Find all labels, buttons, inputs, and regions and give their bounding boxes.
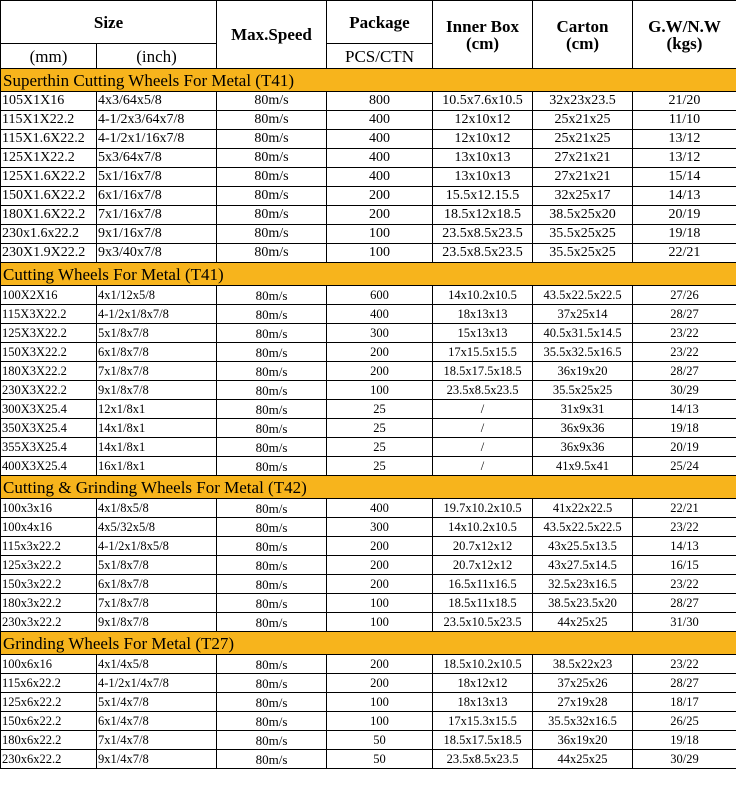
cell-package: 200 bbox=[327, 537, 433, 556]
table-row bbox=[1, 594, 736, 613]
cell-carton: 35.5x32x16.5 bbox=[533, 712, 633, 731]
section-title: Cutting & Grinding Wheels For Metal (T42) bbox=[1, 476, 736, 499]
cell-inner-box: 14x10.2x10.5 bbox=[433, 518, 533, 537]
inner-box-header bbox=[433, 1, 533, 69]
cell-size-inch: 4x3/64x5/8 bbox=[97, 92, 217, 111]
cell-size-mm: 230x3x22.2 bbox=[1, 613, 97, 632]
cell-size-mm: 100x6x16 bbox=[1, 655, 97, 674]
cell-max-speed: 80m/s bbox=[217, 750, 327, 769]
cell-inner-box: / bbox=[433, 438, 533, 457]
cell-carton: 35.5x32.5x16.5 bbox=[533, 343, 633, 362]
cell-carton: 27x19x28 bbox=[533, 693, 633, 712]
cell-size-mm: 125x6x22.2 bbox=[1, 693, 97, 712]
cell-size-inch: 9x1/8x7/8 bbox=[97, 381, 217, 400]
carton-header bbox=[533, 1, 633, 69]
cell-inner-box: 18x12x12 bbox=[433, 674, 533, 693]
cell-size-inch: 9x3/40x7/8 bbox=[97, 244, 217, 263]
cell-carton: 41x22x22.5 bbox=[533, 499, 633, 518]
cell-inner-box: 14x10.2x10.5 bbox=[433, 286, 533, 305]
cell-size-mm: 180x6x22.2 bbox=[1, 731, 97, 750]
cell-inner-box: 18.5x17.5x18.5 bbox=[433, 731, 533, 750]
cell-size-inch: 6x1/8x7/8 bbox=[97, 575, 217, 594]
table-row bbox=[1, 537, 736, 556]
cell-size-mm: 350X3X25.4 bbox=[1, 419, 97, 438]
cell-package: 200 bbox=[327, 343, 433, 362]
cell-size-inch: 14x1/8x1 bbox=[97, 438, 217, 457]
cell-weight: 23/22 bbox=[633, 655, 736, 674]
section-header bbox=[1, 476, 736, 499]
cell-package: 25 bbox=[327, 457, 433, 476]
table-row bbox=[1, 111, 736, 130]
cell-inner-box: / bbox=[433, 400, 533, 419]
cell-max-speed: 80m/s bbox=[217, 655, 327, 674]
cell-weight: 28/27 bbox=[633, 305, 736, 324]
header-row-main bbox=[1, 1, 736, 44]
cell-package: 300 bbox=[327, 518, 433, 537]
cell-size-mm: 230x6x22.2 bbox=[1, 750, 97, 769]
cell-size-mm: 100x3x16 bbox=[1, 499, 97, 518]
table-row bbox=[1, 362, 736, 381]
weight-header bbox=[633, 1, 736, 69]
cell-inner-box: 18.5x11x18.5 bbox=[433, 594, 533, 613]
table-row bbox=[1, 457, 736, 476]
cell-max-speed: 80m/s bbox=[217, 324, 327, 343]
cell-weight: 27/26 bbox=[633, 286, 736, 305]
cell-weight: 25/24 bbox=[633, 457, 736, 476]
cell-package: 200 bbox=[327, 187, 433, 206]
cell-max-speed: 80m/s bbox=[217, 206, 327, 225]
cell-weight: 11/10 bbox=[633, 111, 736, 130]
package-header: Package bbox=[327, 1, 433, 44]
cell-size-mm: 150x6x22.2 bbox=[1, 712, 97, 731]
cell-size-inch: 7x1/16x7/8 bbox=[97, 206, 217, 225]
cell-size-mm: 125x3x22.2 bbox=[1, 556, 97, 575]
table-row bbox=[1, 731, 736, 750]
cell-weight: 26/25 bbox=[633, 712, 736, 731]
cell-weight: 31/30 bbox=[633, 613, 736, 632]
cell-max-speed: 80m/s bbox=[217, 438, 327, 457]
cell-carton: 44x25x25 bbox=[533, 750, 633, 769]
cell-weight: 23/22 bbox=[633, 324, 736, 343]
cell-weight: 21/20 bbox=[633, 92, 736, 111]
cell-inner-box: 16.5x11x16.5 bbox=[433, 575, 533, 594]
size-header: Size bbox=[1, 1, 217, 44]
table-row bbox=[1, 381, 736, 400]
cell-size-mm: 125X1X22.2 bbox=[1, 149, 97, 168]
table-row bbox=[1, 655, 736, 674]
cell-max-speed: 80m/s bbox=[217, 613, 327, 632]
table-row bbox=[1, 712, 736, 731]
section-header bbox=[1, 632, 736, 655]
cell-package: 200 bbox=[327, 556, 433, 575]
cell-inner-box: 20.7x12x12 bbox=[433, 537, 533, 556]
cell-inner-box: 17x15.3x15.5 bbox=[433, 712, 533, 731]
cell-inner-box: 23.5x8.5x23.5 bbox=[433, 750, 533, 769]
pcs-ctn-header: PCS/CTN bbox=[327, 44, 433, 69]
cell-weight: 13/12 bbox=[633, 149, 736, 168]
cell-weight: 14/13 bbox=[633, 400, 736, 419]
table-row bbox=[1, 613, 736, 632]
cell-package: 25 bbox=[327, 400, 433, 419]
cell-weight: 28/27 bbox=[633, 594, 736, 613]
cell-carton: 36x9x36 bbox=[533, 438, 633, 457]
section-title: Grinding Wheels For Metal (T27) bbox=[1, 632, 736, 655]
table-row bbox=[1, 750, 736, 769]
cell-max-speed: 80m/s bbox=[217, 731, 327, 750]
carton-label: Carton bbox=[556, 16, 609, 36]
cell-weight: 30/29 bbox=[633, 381, 736, 400]
cell-size-inch: 4x5/32x5/8 bbox=[97, 518, 217, 537]
cell-inner-box: 23.5x8.5x23.5 bbox=[433, 244, 533, 263]
cell-size-inch: 7x1/4x7/8 bbox=[97, 731, 217, 750]
cell-size-inch: 4-1/2x1/8x7/8 bbox=[97, 305, 217, 324]
cell-max-speed: 80m/s bbox=[217, 575, 327, 594]
cell-carton: 36x9x36 bbox=[533, 419, 633, 438]
cell-weight: 23/22 bbox=[633, 343, 736, 362]
cell-package: 100 bbox=[327, 712, 433, 731]
weight-label: G.W/N.W bbox=[648, 16, 721, 36]
table-row bbox=[1, 518, 736, 537]
cell-weight: 28/27 bbox=[633, 674, 736, 693]
cell-package: 200 bbox=[327, 655, 433, 674]
cell-carton: 32x23x23.5 bbox=[533, 92, 633, 111]
table-row bbox=[1, 400, 736, 419]
cell-size-inch: 7x1/8x7/8 bbox=[97, 594, 217, 613]
cell-inner-box: 15x13x13 bbox=[433, 324, 533, 343]
table-row bbox=[1, 149, 736, 168]
cell-max-speed: 80m/s bbox=[217, 400, 327, 419]
cell-size-inch: 4-1/2x1/16x7/8 bbox=[97, 130, 217, 149]
table-row bbox=[1, 130, 736, 149]
cell-size-inch: 4-1/2x3/64x7/8 bbox=[97, 111, 217, 130]
cell-size-inch: 9x1/4x7/8 bbox=[97, 750, 217, 769]
cell-size-mm: 115X1.6X22.2 bbox=[1, 130, 97, 149]
cell-package: 100 bbox=[327, 613, 433, 632]
cell-weight: 15/14 bbox=[633, 168, 736, 187]
cell-size-mm: 150x3x22.2 bbox=[1, 575, 97, 594]
cell-package: 200 bbox=[327, 206, 433, 225]
cell-size-mm: 230x1.6x22.2 bbox=[1, 225, 97, 244]
cell-size-inch: 5x1/4x7/8 bbox=[97, 693, 217, 712]
cell-carton: 35.5x25x25 bbox=[533, 225, 633, 244]
cell-size-mm: 230X1.9X22.2 bbox=[1, 244, 97, 263]
cell-size-inch: 12x1/8x1 bbox=[97, 400, 217, 419]
cell-size-inch: 4-1/2x1/8x5/8 bbox=[97, 537, 217, 556]
cell-carton: 32.5x23x16.5 bbox=[533, 575, 633, 594]
section-title: Superthin Cutting Wheels For Metal (T41) bbox=[1, 69, 736, 92]
cell-inner-box: 18.5x17.5x18.5 bbox=[433, 362, 533, 381]
cell-size-mm: 355X3X25.4 bbox=[1, 438, 97, 457]
cell-carton: 35.5x25x25 bbox=[533, 244, 633, 263]
carton-unit: (cm) bbox=[565, 33, 600, 53]
cell-carton: 31x9x31 bbox=[533, 400, 633, 419]
cell-max-speed: 80m/s bbox=[217, 244, 327, 263]
cell-size-mm: 180X3X22.2 bbox=[1, 362, 97, 381]
cell-weight: 20/19 bbox=[633, 438, 736, 457]
cell-max-speed: 80m/s bbox=[217, 225, 327, 244]
cell-carton: 27x21x21 bbox=[533, 168, 633, 187]
table-row bbox=[1, 225, 736, 244]
cell-inner-box: 18.5x12x18.5 bbox=[433, 206, 533, 225]
cell-weight: 30/29 bbox=[633, 750, 736, 769]
cell-carton: 38.5x25x20 bbox=[533, 206, 633, 225]
cell-size-inch: 5x1/16x7/8 bbox=[97, 168, 217, 187]
cell-size-mm: 100X2X16 bbox=[1, 286, 97, 305]
cell-size-inch: 4x1/4x5/8 bbox=[97, 655, 217, 674]
cell-inner-box: 17x15.5x15.5 bbox=[433, 343, 533, 362]
mm-header: (mm) bbox=[1, 44, 97, 69]
cell-max-speed: 80m/s bbox=[217, 556, 327, 575]
cell-weight: 19/18 bbox=[633, 731, 736, 750]
section-header bbox=[1, 69, 736, 92]
cell-size-inch: 6x1/16x7/8 bbox=[97, 187, 217, 206]
table-row bbox=[1, 693, 736, 712]
cell-weight: 22/21 bbox=[633, 244, 736, 263]
cell-size-mm: 115X1X22.2 bbox=[1, 111, 97, 130]
cell-package: 600 bbox=[327, 286, 433, 305]
cell-size-mm: 105X1X16 bbox=[1, 92, 97, 111]
cell-package: 100 bbox=[327, 244, 433, 263]
cell-size-mm: 180x3x22.2 bbox=[1, 594, 97, 613]
cell-weight: 19/18 bbox=[633, 419, 736, 438]
cell-size-inch: 6x1/8x7/8 bbox=[97, 343, 217, 362]
cell-carton: 37x25x14 bbox=[533, 305, 633, 324]
table-row bbox=[1, 438, 736, 457]
max-speed-header: Max.Speed bbox=[217, 1, 327, 69]
cell-package: 25 bbox=[327, 419, 433, 438]
table-row bbox=[1, 305, 736, 324]
cell-carton: 27x21x21 bbox=[533, 149, 633, 168]
cell-weight: 13/12 bbox=[633, 130, 736, 149]
cell-inner-box: 12x10x12 bbox=[433, 130, 533, 149]
cell-package: 50 bbox=[327, 750, 433, 769]
cell-carton: 38.5x23.5x20 bbox=[533, 594, 633, 613]
cell-package: 25 bbox=[327, 438, 433, 457]
table-row bbox=[1, 419, 736, 438]
cell-weight: 28/27 bbox=[633, 362, 736, 381]
cell-size-inch: 4-1/2x1/4x7/8 bbox=[97, 674, 217, 693]
cell-inner-box: 12x10x12 bbox=[433, 111, 533, 130]
cell-carton: 35.5x25x25 bbox=[533, 381, 633, 400]
cell-weight: 20/19 bbox=[633, 206, 736, 225]
section-title: Cutting Wheels For Metal (T41) bbox=[1, 263, 736, 286]
cell-carton: 38.5x22x23 bbox=[533, 655, 633, 674]
cell-max-speed: 80m/s bbox=[217, 130, 327, 149]
cell-max-speed: 80m/s bbox=[217, 187, 327, 206]
cell-max-speed: 80m/s bbox=[217, 537, 327, 556]
table-row bbox=[1, 168, 736, 187]
table-row bbox=[1, 244, 736, 263]
cell-package: 400 bbox=[327, 149, 433, 168]
cell-inner-box: 20.7x12x12 bbox=[433, 556, 533, 575]
cell-carton: 37x25x26 bbox=[533, 674, 633, 693]
cell-package: 400 bbox=[327, 305, 433, 324]
cell-carton: 25x21x25 bbox=[533, 130, 633, 149]
cell-size-inch: 9x1/8x7/8 bbox=[97, 613, 217, 632]
cell-size-mm: 230X3X22.2 bbox=[1, 381, 97, 400]
table-row bbox=[1, 206, 736, 225]
cell-max-speed: 80m/s bbox=[217, 286, 327, 305]
cell-carton: 40.5x31.5x14.5 bbox=[533, 324, 633, 343]
cell-size-mm: 150X3X22.2 bbox=[1, 343, 97, 362]
cell-size-mm: 125X3X22.2 bbox=[1, 324, 97, 343]
cell-inner-box: 15.5x12.15.5 bbox=[433, 187, 533, 206]
cell-inner-box: 18.5x10.2x10.5 bbox=[433, 655, 533, 674]
cell-weight: 23/22 bbox=[633, 575, 736, 594]
cell-size-mm: 115x6x22.2 bbox=[1, 674, 97, 693]
cell-carton: 25x21x25 bbox=[533, 111, 633, 130]
cell-inner-box: 23.5x10.5x23.5 bbox=[433, 613, 533, 632]
section-header bbox=[1, 263, 736, 286]
cell-size-mm: 115x3x22.2 bbox=[1, 537, 97, 556]
cell-package: 400 bbox=[327, 168, 433, 187]
table-row bbox=[1, 92, 736, 111]
cell-size-inch: 7x1/8x7/8 bbox=[97, 362, 217, 381]
cell-package: 800 bbox=[327, 92, 433, 111]
cell-max-speed: 80m/s bbox=[217, 149, 327, 168]
table-row bbox=[1, 324, 736, 343]
cell-weight: 23/22 bbox=[633, 518, 736, 537]
cell-package: 100 bbox=[327, 693, 433, 712]
cell-package: 400 bbox=[327, 499, 433, 518]
cell-package: 400 bbox=[327, 130, 433, 149]
inner-box-label: Inner Box bbox=[446, 16, 519, 36]
cell-size-inch: 4x1/8x5/8 bbox=[97, 499, 217, 518]
table-row bbox=[1, 343, 736, 362]
cell-weight: 14/13 bbox=[633, 537, 736, 556]
cell-inner-box: 13x10x13 bbox=[433, 149, 533, 168]
cell-weight: 14/13 bbox=[633, 187, 736, 206]
cell-package: 50 bbox=[327, 731, 433, 750]
cell-size-mm: 100x4x16 bbox=[1, 518, 97, 537]
table-row bbox=[1, 575, 736, 594]
table-row bbox=[1, 286, 736, 305]
cell-package: 300 bbox=[327, 324, 433, 343]
cell-inner-box: 23.5x8.5x23.5 bbox=[433, 225, 533, 244]
cell-package: 100 bbox=[327, 594, 433, 613]
cell-package: 200 bbox=[327, 674, 433, 693]
cell-max-speed: 80m/s bbox=[217, 518, 327, 537]
cell-package: 400 bbox=[327, 111, 433, 130]
cell-carton: 36x19x20 bbox=[533, 362, 633, 381]
cell-weight: 18/17 bbox=[633, 693, 736, 712]
cell-package: 200 bbox=[327, 575, 433, 594]
cell-carton: 43.5x22.5x22.5 bbox=[533, 286, 633, 305]
cell-carton: 43x25.5x13.5 bbox=[533, 537, 633, 556]
cell-max-speed: 80m/s bbox=[217, 712, 327, 731]
cell-size-inch: 14x1/8x1 bbox=[97, 419, 217, 438]
cell-max-speed: 80m/s bbox=[217, 674, 327, 693]
inner-box-unit: (cm) bbox=[465, 33, 500, 53]
cell-weight: 22/21 bbox=[633, 499, 736, 518]
weight-unit: (kgs) bbox=[666, 33, 703, 53]
cell-size-inch: 5x1/8x7/8 bbox=[97, 556, 217, 575]
cell-max-speed: 80m/s bbox=[217, 381, 327, 400]
cell-size-mm: 300X3X25.4 bbox=[1, 400, 97, 419]
cell-size-inch: 5x3/64x7/8 bbox=[97, 149, 217, 168]
cell-max-speed: 80m/s bbox=[217, 343, 327, 362]
cell-size-inch: 16x1/8x1 bbox=[97, 457, 217, 476]
cell-carton: 43.5x22.5x22.5 bbox=[533, 518, 633, 537]
cell-weight: 19/18 bbox=[633, 225, 736, 244]
cell-carton: 44x25x25 bbox=[533, 613, 633, 632]
cell-max-speed: 80m/s bbox=[217, 594, 327, 613]
cell-size-inch: 9x1/16x7/8 bbox=[97, 225, 217, 244]
cell-max-speed: 80m/s bbox=[217, 305, 327, 324]
cell-max-speed: 80m/s bbox=[217, 499, 327, 518]
cell-size-inch: 5x1/8x7/8 bbox=[97, 324, 217, 343]
cell-inner-box: / bbox=[433, 419, 533, 438]
cell-size-mm: 125X1.6X22.2 bbox=[1, 168, 97, 187]
cell-inner-box: 18x13x13 bbox=[433, 693, 533, 712]
cell-package: 100 bbox=[327, 381, 433, 400]
cell-package: 200 bbox=[327, 362, 433, 381]
cell-inner-box: 13x10x13 bbox=[433, 168, 533, 187]
cell-size-mm: 150X1.6X22.2 bbox=[1, 187, 97, 206]
cell-carton: 36x19x20 bbox=[533, 731, 633, 750]
cell-inner-box: 10.5x7.6x10.5 bbox=[433, 92, 533, 111]
cell-max-speed: 80m/s bbox=[217, 457, 327, 476]
table-row bbox=[1, 556, 736, 575]
cell-max-speed: 80m/s bbox=[217, 419, 327, 438]
table-row bbox=[1, 187, 736, 206]
cell-inner-box: 19.7x10.2x10.5 bbox=[433, 499, 533, 518]
table-row bbox=[1, 674, 736, 693]
cell-carton: 43x27.5x14.5 bbox=[533, 556, 633, 575]
cell-max-speed: 80m/s bbox=[217, 362, 327, 381]
cell-carton: 32x25x17 bbox=[533, 187, 633, 206]
cell-size-mm: 400X3X25.4 bbox=[1, 457, 97, 476]
cell-inner-box: 18x13x13 bbox=[433, 305, 533, 324]
cell-carton: 41x9.5x41 bbox=[533, 457, 633, 476]
cell-size-inch: 6x1/4x7/8 bbox=[97, 712, 217, 731]
cell-weight: 16/15 bbox=[633, 556, 736, 575]
inch-header: (inch) bbox=[97, 44, 217, 69]
cell-max-speed: 80m/s bbox=[217, 111, 327, 130]
cell-size-inch: 4x1/12x5/8 bbox=[97, 286, 217, 305]
cell-inner-box: / bbox=[433, 457, 533, 476]
cell-size-mm: 115X3X22.2 bbox=[1, 305, 97, 324]
cell-max-speed: 80m/s bbox=[217, 693, 327, 712]
cell-inner-box: 23.5x8.5x23.5 bbox=[433, 381, 533, 400]
cell-max-speed: 80m/s bbox=[217, 168, 327, 187]
table-row bbox=[1, 499, 736, 518]
cell-size-mm: 180X1.6X22.2 bbox=[1, 206, 97, 225]
cell-package: 100 bbox=[327, 225, 433, 244]
cell-max-speed: 80m/s bbox=[217, 92, 327, 111]
